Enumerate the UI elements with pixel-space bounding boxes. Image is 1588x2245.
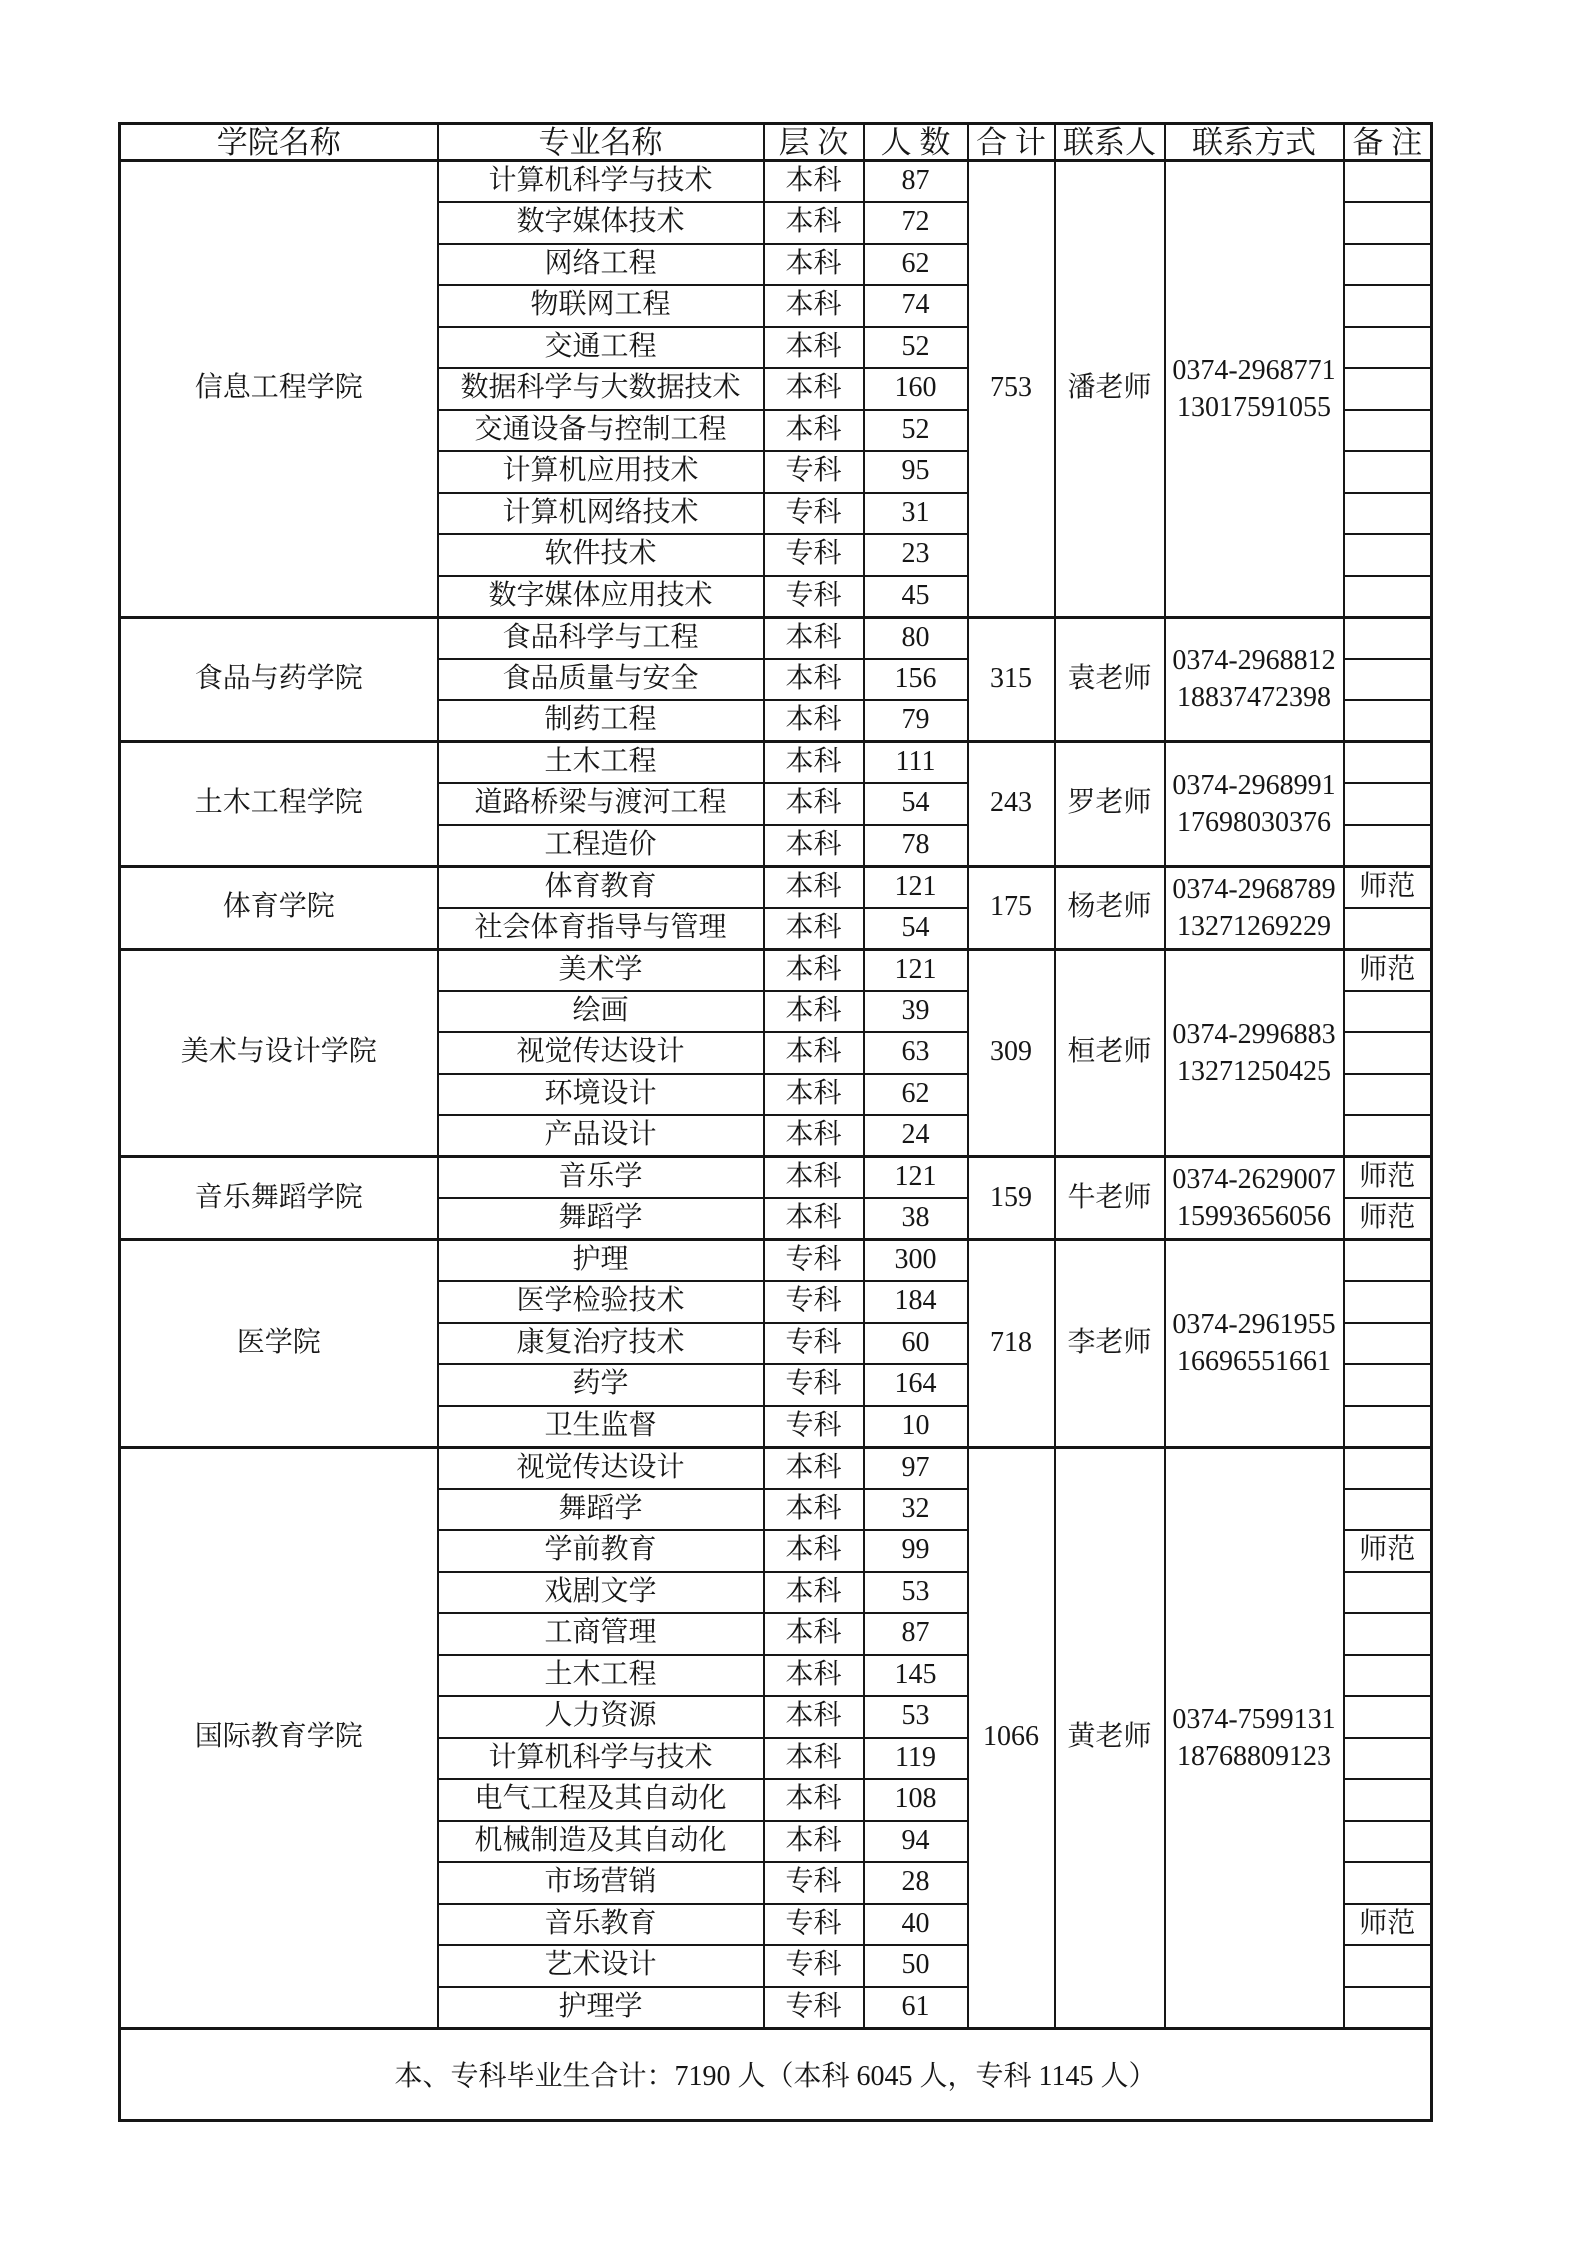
count-cell: 87: [864, 161, 968, 203]
contact-cell: 牛老师: [1055, 1157, 1165, 1240]
level-cell: 本科: [764, 1821, 864, 1863]
level-cell: 本科: [764, 161, 864, 203]
remark-cell: [1344, 285, 1432, 327]
major-cell: 工商管理: [438, 1613, 764, 1655]
level-cell: 本科: [764, 1655, 864, 1697]
remark-cell: [1344, 1115, 1432, 1157]
count-cell: 72: [864, 202, 968, 244]
remark-cell: [1344, 202, 1432, 244]
remark-cell: 师范: [1344, 1198, 1432, 1240]
level-cell: 本科: [764, 368, 864, 410]
remark-cell: [1344, 1779, 1432, 1821]
college-name-cell: 国际教育学院: [120, 1447, 438, 2028]
count-cell: 79: [864, 700, 968, 742]
count-cell: 24: [864, 1115, 968, 1157]
phone-cell: [1165, 161, 1344, 618]
major-cell: 市场营销: [438, 1862, 764, 1904]
major-cell: 网络工程: [438, 244, 764, 286]
count-cell: 62: [864, 1074, 968, 1116]
table-row: [120, 1447, 1432, 1489]
phone-line: 18837472398: [1177, 682, 1331, 714]
count-cell: 52: [864, 327, 968, 369]
level-cell: 专科: [764, 534, 864, 576]
remark-cell: 师范: [1344, 1530, 1432, 1572]
level-cell: 本科: [764, 327, 864, 369]
phone-line: 13271250425: [1177, 1055, 1331, 1087]
remark-cell: [1344, 1323, 1432, 1365]
remark-cell: 师范: [1344, 949, 1432, 991]
college-name-cell: 医学院: [120, 1240, 438, 1448]
remark-cell: [1344, 368, 1432, 410]
phone-cell: [1165, 742, 1344, 867]
level-cell: 本科: [764, 783, 864, 825]
level-cell: 本科: [764, 1572, 864, 1614]
remark-cell: [1344, 1406, 1432, 1448]
contact-cell: 潘老师: [1055, 161, 1165, 618]
count-cell: 53: [864, 1696, 968, 1738]
phone-cell: [1165, 1447, 1344, 2028]
level-cell: 本科: [764, 742, 864, 784]
col-header-contact: 联系人: [1055, 124, 1165, 161]
level-cell: 本科: [764, 1696, 864, 1738]
level-cell: 本科: [764, 1032, 864, 1074]
total-cell: 175: [968, 866, 1055, 949]
major-cell: 食品科学与工程: [438, 617, 764, 659]
remark-cell: [1344, 1738, 1432, 1780]
count-cell: 108: [864, 1779, 968, 1821]
remark-cell: [1344, 1821, 1432, 1863]
major-cell: 医学检验技术: [438, 1281, 764, 1323]
table-header: [120, 124, 1432, 161]
remark-cell: [1344, 991, 1432, 1033]
count-cell: 50: [864, 1945, 968, 1987]
phone-cell: [1165, 1240, 1344, 1448]
major-cell: 产品设计: [438, 1115, 764, 1157]
count-cell: 99: [864, 1530, 968, 1572]
phone-line: 16696551661: [1177, 1346, 1331, 1378]
level-cell: 本科: [764, 991, 864, 1033]
remark-cell: [1344, 617, 1432, 659]
count-cell: 164: [864, 1364, 968, 1406]
count-cell: 119: [864, 1738, 968, 1780]
major-cell: 护理学: [438, 1987, 764, 2029]
count-cell: 53: [864, 1572, 968, 1614]
count-cell: 121: [864, 1157, 968, 1199]
count-cell: 10: [864, 1406, 968, 1448]
major-cell: 交通设备与控制工程: [438, 410, 764, 452]
col-header-phone: 联系方式: [1165, 124, 1344, 161]
col-header-college-name: 学院名称: [120, 124, 438, 161]
college-name-cell: 土木工程学院: [120, 742, 438, 867]
total-cell: 1066: [968, 1447, 1055, 2028]
major-cell: 舞蹈学: [438, 1198, 764, 1240]
major-cell: 学前教育: [438, 1530, 764, 1572]
count-cell: 111: [864, 742, 968, 784]
remark-cell: [1344, 825, 1432, 867]
level-cell: 本科: [764, 1447, 864, 1489]
phone-line: 0374-2996883: [1172, 1018, 1336, 1050]
summary-row: [120, 2028, 1432, 2120]
contact-cell: 李老师: [1055, 1240, 1165, 1448]
total-cell: 309: [968, 949, 1055, 1157]
remark-cell: [1344, 1240, 1432, 1282]
level-cell: 本科: [764, 617, 864, 659]
level-cell: 本科: [764, 285, 864, 327]
level-cell: 本科: [764, 825, 864, 867]
phone-line: 0374-7599131: [1172, 1703, 1336, 1735]
level-cell: 专科: [764, 1945, 864, 1987]
major-cell: 美术学: [438, 949, 764, 991]
major-cell: 戏剧文学: [438, 1572, 764, 1614]
major-cell: 交通工程: [438, 327, 764, 369]
phone-line: 0374-2968812: [1172, 645, 1336, 677]
major-cell: 社会体育指导与管理: [438, 908, 764, 950]
level-cell: 本科: [764, 949, 864, 991]
level-cell: 本科: [764, 866, 864, 908]
college-name-cell: 食品与药学院: [120, 617, 438, 742]
level-cell: 本科: [764, 1530, 864, 1572]
major-cell: 电气工程及其自动化: [438, 1779, 764, 1821]
major-cell: 机械制造及其自动化: [438, 1821, 764, 1863]
remark-cell: 师范: [1344, 866, 1432, 908]
graduates-table: [118, 122, 1433, 2122]
phone-line: 13271269229: [1177, 910, 1331, 942]
level-cell: 专科: [764, 1862, 864, 1904]
count-cell: 63: [864, 1032, 968, 1074]
college-name-cell: 体育学院: [120, 866, 438, 949]
level-cell: 本科: [764, 659, 864, 701]
remark-cell: [1344, 410, 1432, 452]
major-cell: 软件技术: [438, 534, 764, 576]
count-cell: 40: [864, 1904, 968, 1946]
remark-cell: [1344, 1655, 1432, 1697]
count-cell: 60: [864, 1323, 968, 1365]
major-cell: 体育教育: [438, 866, 764, 908]
total-cell: 159: [968, 1157, 1055, 1240]
phone-line: 17698030376: [1177, 806, 1331, 838]
remark-cell: [1344, 576, 1432, 618]
contact-cell: 黄老师: [1055, 1447, 1165, 2028]
phone-line: 13017591055: [1177, 391, 1331, 423]
remark-cell: [1344, 1032, 1432, 1074]
remark-cell: [1344, 1862, 1432, 1904]
col-header-total: 合 计: [968, 124, 1055, 161]
major-cell: 计算机科学与技术: [438, 161, 764, 203]
level-cell: 本科: [764, 1779, 864, 1821]
remark-cell: [1344, 1945, 1432, 1987]
table-row: [120, 617, 1432, 659]
major-cell: 人力资源: [438, 1696, 764, 1738]
remark-cell: [1344, 1074, 1432, 1116]
major-cell: 护理: [438, 1240, 764, 1282]
level-cell: 本科: [764, 1738, 864, 1780]
remark-cell: [1344, 1613, 1432, 1655]
major-cell: 音乐教育: [438, 1904, 764, 1946]
total-cell: 315: [968, 617, 1055, 742]
count-cell: 121: [864, 949, 968, 991]
col-header-level: 层 次: [764, 124, 864, 161]
contact-cell: 罗老师: [1055, 742, 1165, 867]
level-cell: 本科: [764, 410, 864, 452]
college-name-cell: 美术与设计学院: [120, 949, 438, 1157]
remark-cell: [1344, 161, 1432, 203]
header-row: [120, 124, 1432, 161]
major-cell: 舞蹈学: [438, 1489, 764, 1531]
count-cell: 62: [864, 244, 968, 286]
phone-cell: [1165, 617, 1344, 742]
table-body: [120, 161, 1432, 2029]
major-cell: 视觉传达设计: [438, 1032, 764, 1074]
table-row: [120, 742, 1432, 784]
phone-cell: [1165, 1157, 1344, 1240]
contact-cell: 桓老师: [1055, 949, 1165, 1157]
level-cell: 本科: [764, 908, 864, 950]
phone-line: 0374-2968771: [1172, 354, 1336, 386]
level-cell: 专科: [764, 451, 864, 493]
level-cell: 本科: [764, 1074, 864, 1116]
remark-cell: [1344, 659, 1432, 701]
summary-total-cell: 本、专科毕业生合计：7190 人（本科 6045 人，专科 1145 人）: [120, 2028, 1432, 2120]
remark-cell: [1344, 1447, 1432, 1489]
col-header-major-name: 专业名称: [438, 124, 764, 161]
count-cell: 94: [864, 1821, 968, 1863]
level-cell: 本科: [764, 202, 864, 244]
count-cell: 54: [864, 908, 968, 950]
level-cell: 本科: [764, 244, 864, 286]
level-cell: 专科: [764, 493, 864, 535]
college-name-cell: 音乐舞蹈学院: [120, 1157, 438, 1240]
level-cell: 本科: [764, 1198, 864, 1240]
count-cell: 52: [864, 410, 968, 452]
phone-line: 0374-2968789: [1172, 873, 1336, 905]
major-cell: 音乐学: [438, 1157, 764, 1199]
major-cell: 制药工程: [438, 700, 764, 742]
remark-cell: [1344, 908, 1432, 950]
remark-cell: [1344, 1572, 1432, 1614]
remark-cell: [1344, 534, 1432, 576]
major-cell: 计算机科学与技术: [438, 1738, 764, 1780]
remark-cell: [1344, 451, 1432, 493]
major-cell: 土木工程: [438, 742, 764, 784]
count-cell: 95: [864, 451, 968, 493]
level-cell: 专科: [764, 1323, 864, 1365]
level-cell: 本科: [764, 1489, 864, 1531]
contact-cell: 杨老师: [1055, 866, 1165, 949]
remark-cell: [1344, 783, 1432, 825]
remark-cell: [1344, 1489, 1432, 1531]
contact-cell: 袁老师: [1055, 617, 1165, 742]
phone-cell: [1165, 949, 1344, 1157]
level-cell: 本科: [764, 1157, 864, 1199]
count-cell: 300: [864, 1240, 968, 1282]
count-cell: 31: [864, 493, 968, 535]
level-cell: 本科: [764, 1115, 864, 1157]
count-cell: 184: [864, 1281, 968, 1323]
count-cell: 87: [864, 1613, 968, 1655]
count-cell: 97: [864, 1447, 968, 1489]
major-cell: 康复治疗技术: [438, 1323, 764, 1365]
phone-line: 0374-2968991: [1172, 769, 1336, 801]
remark-cell: [1344, 1987, 1432, 2029]
major-cell: 数字媒体应用技术: [438, 576, 764, 618]
major-cell: 计算机网络技术: [438, 493, 764, 535]
phone-line: 0374-2629007: [1172, 1164, 1336, 1195]
level-cell: 专科: [764, 576, 864, 618]
major-cell: 卫生监督: [438, 1406, 764, 1448]
major-cell: 工程造价: [438, 825, 764, 867]
col-header-count: 人 数: [864, 124, 968, 161]
major-cell: 绘画: [438, 991, 764, 1033]
total-cell: 718: [968, 1240, 1055, 1448]
count-cell: 45: [864, 576, 968, 618]
remark-cell: [1344, 1281, 1432, 1323]
count-cell: 78: [864, 825, 968, 867]
remark-cell: [1344, 700, 1432, 742]
count-cell: 38: [864, 1198, 968, 1240]
level-cell: 专科: [764, 1364, 864, 1406]
count-cell: 80: [864, 617, 968, 659]
count-cell: 54: [864, 783, 968, 825]
major-cell: 食品质量与安全: [438, 659, 764, 701]
level-cell: 专科: [764, 1240, 864, 1282]
total-cell: 243: [968, 742, 1055, 867]
count-cell: 28: [864, 1862, 968, 1904]
remark-cell: 师范: [1344, 1904, 1432, 1946]
count-cell: 160: [864, 368, 968, 410]
table-row: [120, 161, 1432, 203]
major-cell: 艺术设计: [438, 1945, 764, 1987]
count-cell: 156: [864, 659, 968, 701]
total-cell: 753: [968, 161, 1055, 618]
count-cell: 61: [864, 1987, 968, 2029]
major-cell: 数据科学与大数据技术: [438, 368, 764, 410]
major-cell: 视觉传达设计: [438, 1447, 764, 1489]
level-cell: 专科: [764, 1904, 864, 1946]
count-cell: 74: [864, 285, 968, 327]
count-cell: 145: [864, 1655, 968, 1697]
level-cell: 本科: [764, 1613, 864, 1655]
table-row: [120, 949, 1432, 991]
remark-cell: [1344, 1364, 1432, 1406]
table-row: [120, 1157, 1432, 1199]
count-cell: 121: [864, 866, 968, 908]
remark-cell: [1344, 244, 1432, 286]
remark-cell: [1344, 1696, 1432, 1738]
remark-cell: [1344, 327, 1432, 369]
table-footer: [120, 2028, 1432, 2120]
major-cell: 数字媒体技术: [438, 202, 764, 244]
level-cell: 专科: [764, 1281, 864, 1323]
remark-cell: 师范: [1344, 1157, 1432, 1199]
remark-cell: [1344, 493, 1432, 535]
major-cell: 道路桥梁与渡河工程: [438, 783, 764, 825]
phone-cell: [1165, 866, 1344, 949]
table-row: [120, 866, 1432, 908]
major-cell: 环境设计: [438, 1074, 764, 1116]
major-cell: 药学: [438, 1364, 764, 1406]
level-cell: 本科: [764, 700, 864, 742]
college-name-cell: 信息工程学院: [120, 161, 438, 618]
phone-line: 15993656056: [1177, 1201, 1331, 1232]
count-cell: 32: [864, 1489, 968, 1531]
table-row: [120, 1240, 1432, 1282]
count-cell: 39: [864, 991, 968, 1033]
remark-cell: [1344, 742, 1432, 784]
count-cell: 23: [864, 534, 968, 576]
level-cell: 专科: [764, 1987, 864, 2029]
level-cell: 专科: [764, 1406, 864, 1448]
phone-line: 0374-2961955: [1172, 1309, 1336, 1341]
major-cell: 计算机应用技术: [438, 451, 764, 493]
phone-line: 18768809123: [1177, 1740, 1331, 1772]
major-cell: 土木工程: [438, 1655, 764, 1697]
col-header-remark: 备 注: [1344, 124, 1432, 161]
major-cell: 物联网工程: [438, 285, 764, 327]
